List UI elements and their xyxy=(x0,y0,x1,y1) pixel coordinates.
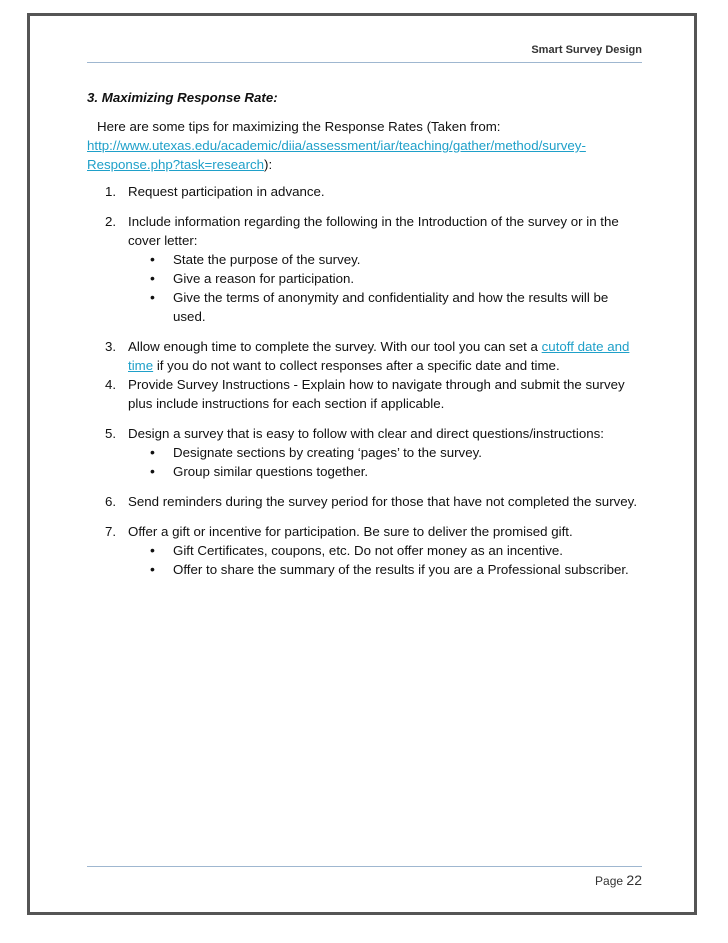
item-text: if you do not want to collect responses after a specific date and time. xyxy=(153,358,560,373)
tips-list xyxy=(87,182,643,579)
item-number: 6. xyxy=(105,494,117,509)
item-number: 4. xyxy=(105,377,117,392)
bullet-item: • Designate sections by creating ‘pages’ to the survey. xyxy=(128,443,643,462)
cutoff-date-link[interactable]: cutoff date and time xyxy=(128,339,630,373)
item-number: 3. xyxy=(105,339,117,354)
item-text: Include information regarding the following in the Introduction of the survey or in the cover letter: xyxy=(128,214,619,248)
page-content xyxy=(87,88,643,579)
list-item xyxy=(87,492,643,511)
item-number: 5. xyxy=(105,426,117,441)
list-item xyxy=(87,424,643,481)
list-item xyxy=(87,212,643,326)
bullet-item: • Gift Certificates, coupons, etc. Do not offer money as an incentive. xyxy=(128,541,643,560)
sub-bullet-list xyxy=(128,250,643,326)
item-number: 1. xyxy=(105,184,117,199)
intro-paragraph xyxy=(87,117,643,174)
item-text: Request participation in advance. xyxy=(128,184,325,199)
intro-end: ): xyxy=(264,157,273,172)
bullet-item: • Group similar questions together. xyxy=(128,462,643,481)
list-item xyxy=(87,182,643,201)
sub-bullet-list xyxy=(128,541,643,579)
page-footer xyxy=(595,872,642,888)
section-heading: 3. Maximizing Response Rate: xyxy=(87,90,278,105)
source-link[interactable]: http://www.utexas.edu/academic/diia/assessment/iar/teaching/gather/method/survey-Response.php?task=research xyxy=(87,138,586,172)
item-text: Send reminders during the survey period for those that have not completed the survey. xyxy=(128,494,638,509)
page-label: Page xyxy=(595,874,624,888)
header-divider xyxy=(87,62,642,63)
bullet-item: • State the purpose of the survey. xyxy=(128,250,643,269)
bullet-item: • Give the terms of anonymity and confidentiality and how the results will be used. xyxy=(128,288,643,326)
bullet-item: • Offer to share the summary of the results if you are a Professional subscriber. xyxy=(128,560,643,579)
footer-divider xyxy=(87,866,642,867)
item-text: Allow enough time to complete the survey. With our tool you can set a xyxy=(128,339,542,354)
list-item xyxy=(87,337,643,375)
bullet-item: • Give a reason for participation. xyxy=(128,269,643,288)
item-text: Design a survey that is easy to follow with clear and direct questions/instructions: xyxy=(128,426,604,441)
sub-bullet-list xyxy=(128,443,643,481)
page-number: 22 xyxy=(626,872,642,888)
item-text: Offer a gift or incentive for participation. Be sure to deliver the promised gift. xyxy=(128,524,573,539)
item-number: 2. xyxy=(105,214,117,229)
item-text: Provide Survey Instructions - Explain how to navigate through and submit the survey plus include instructions for each section if applicable. xyxy=(128,377,625,411)
item-number: 7. xyxy=(105,524,117,539)
list-item xyxy=(87,375,643,413)
intro-text: Here are some tips for maximizing the Response Rates (Taken from: xyxy=(97,119,501,134)
header-title: Smart Survey Design xyxy=(531,44,642,56)
list-item xyxy=(87,522,643,579)
